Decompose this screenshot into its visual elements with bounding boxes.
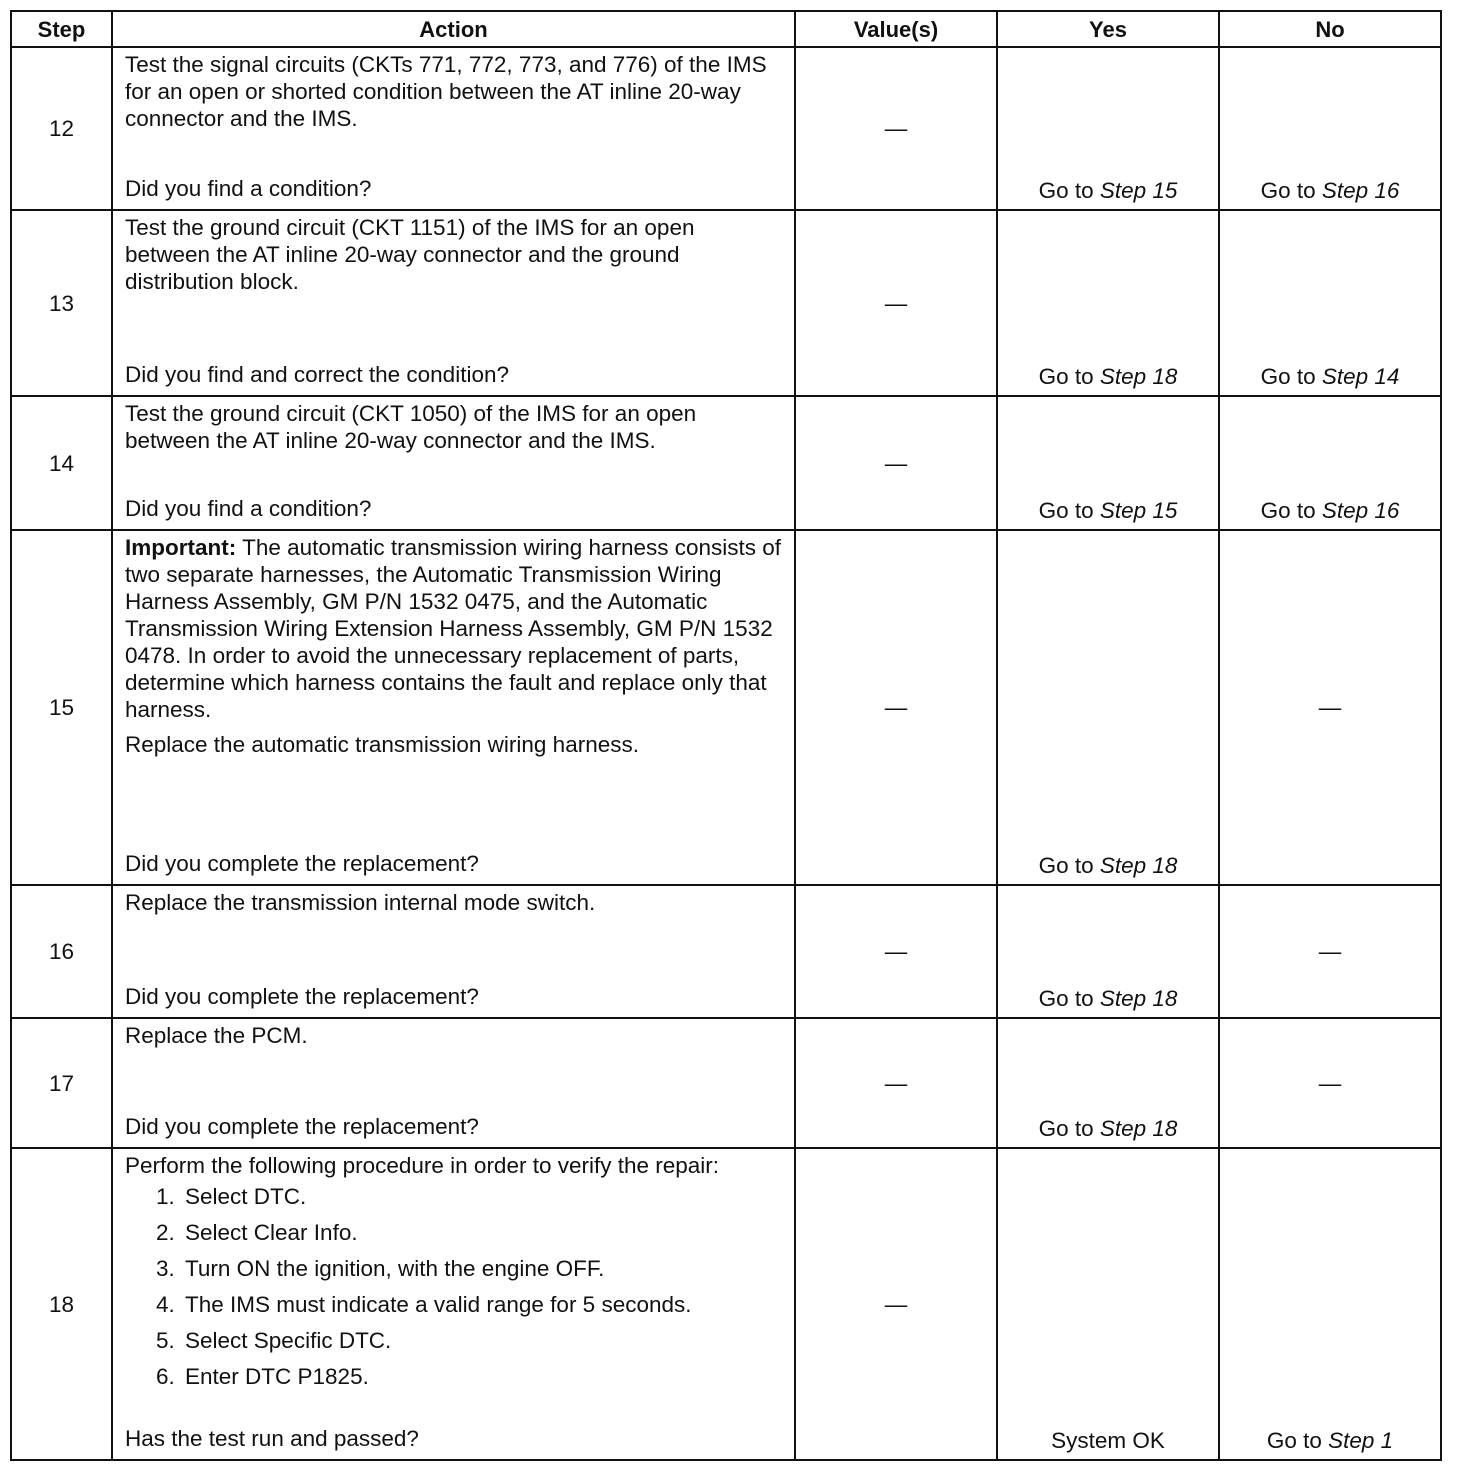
action-text: Test the signal circuits (CKTs 771, 772, 773, and 776) of the IMS for an open or shorted condition between the AT inline 20-way connector and the IMS.	[125, 52, 767, 131]
goto-prefix: Go to	[1038, 178, 1100, 203]
table-row	[11, 1148, 1441, 1460]
action-question: Did you complete the replacement?	[125, 984, 479, 1009]
yes-cell	[997, 210, 1219, 396]
list-item: 4. The IMS must indicate a valid range for 5 seconds.	[181, 1291, 782, 1318]
yes-cell	[997, 47, 1219, 210]
no-cell: —	[1219, 530, 1441, 885]
action-cell	[112, 1148, 795, 1460]
action-text: Test the ground circuit (CKT 1151) of the IMS for an open between the AT inline 20-way connector and the ground distribution block.	[125, 215, 695, 294]
action-cell	[112, 47, 795, 210]
value-cell: —	[795, 1148, 997, 1460]
goto-prefix: Go to	[1038, 986, 1100, 1011]
action-question: Did you complete the replacement?	[125, 851, 479, 876]
table-row	[11, 1018, 1441, 1148]
list-item: 2. Select Clear Info.	[181, 1219, 782, 1246]
step-link: Step 18	[1099, 986, 1178, 1011]
no-cell: —	[1219, 885, 1441, 1018]
action-cell	[112, 530, 795, 885]
yes-cell	[997, 396, 1219, 530]
action-cell	[112, 885, 795, 1018]
no-cell: —	[1219, 1018, 1441, 1148]
action-text: Replace the PCM.	[125, 1023, 308, 1048]
value-cell: —	[795, 47, 997, 210]
no-cell	[1219, 396, 1441, 530]
no-cell	[1219, 210, 1441, 396]
table-row	[11, 210, 1441, 396]
value-cell: —	[795, 1018, 997, 1148]
goto-prefix: Go to	[1038, 853, 1100, 878]
header-values: Value(s)	[795, 11, 997, 47]
step-link: Step 18	[1099, 1116, 1178, 1141]
goto-prefix: Go to	[1038, 364, 1100, 389]
step-link: Step 18	[1099, 853, 1178, 878]
table-row	[11, 530, 1441, 885]
action-question: Did you complete the replacement?	[125, 1114, 479, 1139]
table-row	[11, 396, 1441, 530]
table-row	[11, 885, 1441, 1018]
step-link: Step 16	[1321, 498, 1400, 523]
goto-prefix: Go to	[1038, 1116, 1100, 1141]
step-link: Step 15	[1099, 178, 1178, 203]
goto-prefix: Go to	[1260, 178, 1322, 203]
step-number: 13	[11, 210, 112, 396]
step-number: 14	[11, 396, 112, 530]
important-note	[125, 534, 782, 723]
action-question: Did you find and correct the condition?	[125, 362, 509, 387]
goto-prefix: Go to	[1266, 1428, 1329, 1453]
yes-cell: System OK	[997, 1148, 1219, 1460]
action-text: Test the ground circuit (CKT 1050) of the IMS for an open between the AT inline 20-way connector and the IMS.	[125, 401, 697, 453]
step-link: Step 1	[1328, 1428, 1394, 1453]
step-link: Step 16	[1321, 178, 1400, 203]
value-cell: —	[795, 396, 997, 530]
step-number: 12	[11, 47, 112, 210]
step-link: Step 14	[1321, 364, 1400, 389]
important-text: The automatic transmission wiring harness consists of two separate harnesses, the Automatic Transmission Wiring Harness Assembly, GM P/N 1532 0475, and the Automatic Transmission Wiring Extension Harness Assembly, GM P/N 1532 0478. In order to avoid the unnecessary replacement of parts, determine which harness contains the fault and replace only that harness.	[125, 535, 782, 722]
action-question: Has the test run and passed?	[125, 1426, 419, 1451]
yes-cell	[997, 885, 1219, 1018]
procedure-list	[125, 1183, 782, 1390]
no-cell	[1219, 1148, 1441, 1460]
step-number: 17	[11, 1018, 112, 1148]
step-link: Step 18	[1099, 364, 1178, 389]
list-item: 5. Select Specific DTC.	[181, 1327, 782, 1354]
action-cell	[112, 1018, 795, 1148]
yes-cell	[997, 1018, 1219, 1148]
goto-prefix: Go to	[1038, 498, 1100, 523]
no-cell	[1219, 47, 1441, 210]
action-text: Replace the transmission internal mode switch.	[125, 890, 596, 915]
header-yes: Yes	[997, 11, 1219, 47]
action-text: Replace the automatic transmission wiring harness.	[125, 732, 639, 757]
value-cell: —	[795, 530, 997, 885]
header-action: Action	[112, 11, 795, 47]
list-item: 1. Select DTC.	[181, 1183, 782, 1210]
yes-cell	[997, 530, 1219, 885]
list-item: 6. Enter DTC P1825.	[181, 1363, 782, 1390]
action-text: Perform the following procedure in order to verify the repair:	[125, 1153, 720, 1178]
important-label: Important:	[125, 535, 237, 560]
step-link: Step 15	[1099, 498, 1178, 523]
step-number: 16	[11, 885, 112, 1018]
action-cell	[112, 396, 795, 530]
step-number: 15	[11, 530, 112, 885]
header-step: Step	[11, 11, 112, 47]
header-row	[11, 11, 1441, 47]
goto-prefix: Go to	[1260, 498, 1322, 523]
diagnostic-table	[10, 10, 1442, 1461]
action-question: Did you find a condition?	[125, 496, 372, 521]
list-item: 3. Turn ON the ignition, with the engine OFF.	[181, 1255, 782, 1282]
step-number: 18	[11, 1148, 112, 1460]
value-cell: —	[795, 210, 997, 396]
goto-prefix: Go to	[1260, 364, 1322, 389]
action-question: Did you find a condition?	[125, 176, 372, 201]
table-row	[11, 47, 1441, 210]
value-cell: —	[795, 885, 997, 1018]
action-cell	[112, 210, 795, 396]
header-no: No	[1219, 11, 1441, 47]
